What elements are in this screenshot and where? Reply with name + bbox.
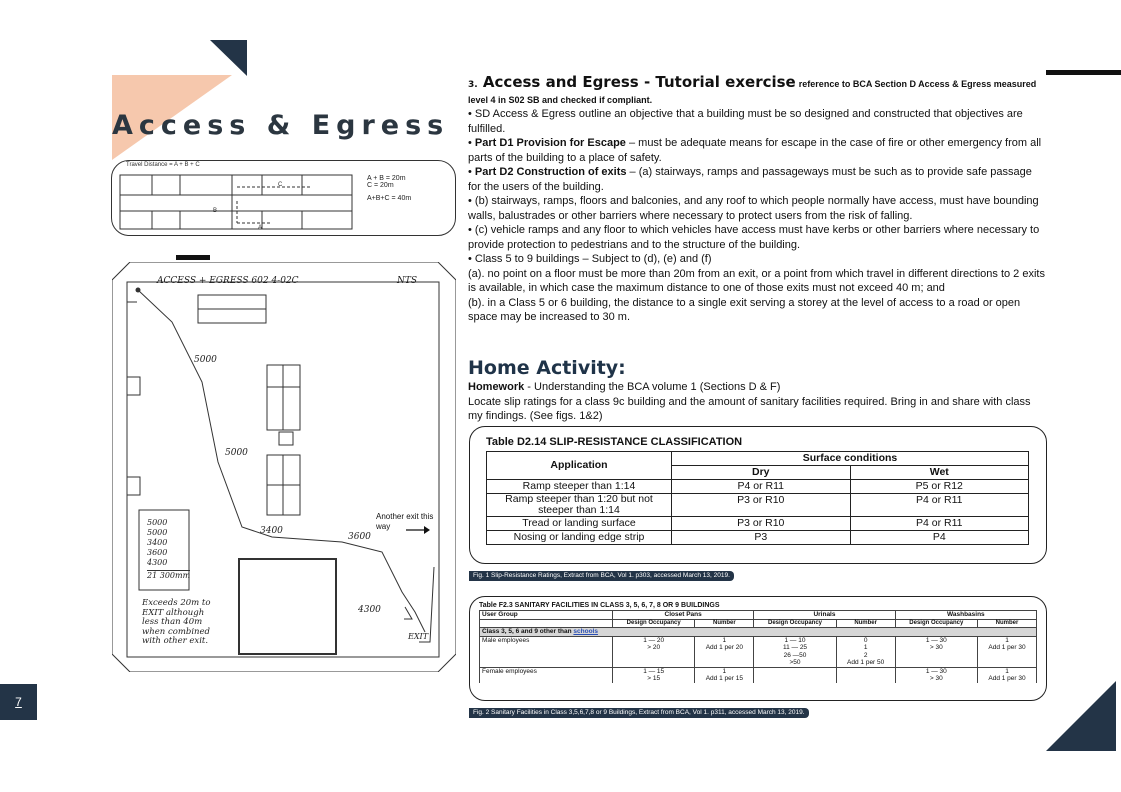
dimension-1: 5000	[194, 355, 217, 365]
d1-bullet: • Part D1 Provision for Escape – must be adequate means for escape in the case of fire or other emergency from all parts of the building to a place of safety.	[468, 137, 1042, 164]
dimension-4: 3600	[348, 532, 371, 542]
c-bullet: • (c) vehicle ramps and any floor to which vehicles have access must have kerbs or other barriers where necessary to provide protection to pedestrians and to the structure of the building.	[468, 224, 1040, 251]
table-row: Ramp steeper than 1:20 but not steeper than 1:14 P3 or R10 P4 or R11	[487, 494, 1029, 517]
sketch-scale: NTS	[397, 276, 418, 286]
table-row: Male employees 1 — 20 > 20 1 Add 1 per 20 1 — 10 11 — 25 26 —50 >50 0 1 2 Add 1 per 50 1 — 30 > 30 1 Add 1 per 30	[480, 636, 1037, 667]
divider-bar	[176, 255, 210, 260]
figure1-caption: Fig. 1 Slip-Resistance Ratings, Extract from BCA, Vol 1. p303, accessed March 13, 2019.	[469, 571, 734, 581]
slip-resistance-table: Application Surface conditions Dry Wet Ramp steeper than 1:14 P4 or R11 P5 or R12 Ramp steeper than 1:20 but not steeper than 1:14 P3 or R10 P4 or R11 Tread or landing surface P3 or R10 P4 or R11 Nosing or landing edge strip P3 P4	[486, 451, 1029, 545]
schools-link[interactable]: schools	[573, 628, 598, 635]
slip-resistance-table-panel	[469, 426, 1047, 564]
tutorial-section	[468, 75, 1046, 325]
page-title: Access & Egress	[112, 110, 450, 141]
divider-bar	[1046, 70, 1121, 75]
label-b: B	[213, 208, 218, 214]
navy-triangle-decoration	[210, 40, 247, 76]
navy-corner-decoration	[1046, 681, 1116, 751]
sum-total: 21 300mm	[147, 571, 191, 580]
class-bullet: • Class 5 to 9 buildings – Subject to (d), (e) and (f)	[468, 253, 712, 265]
dimension-2: 5000	[225, 448, 248, 458]
sanitary-facilities-table: User Group Closet Pans Urinals Washbasins Design Occupancy Number Design Occupancy Number Design Occupancy Number Class 3, 5, 6 and 9 other than schools Male employees 1 — 20 > 20 1 Add 1 per 20 1 — 10 11 — 25 26 —50 >50 0 1 2 Add 1 per 50 1 — 30 > 30 1 Add 1 per 30 Female employees 1 — 15 > 15 1 Add 1 per 15 1 — 30 > 30 1 Add 1 per 30	[479, 610, 1037, 683]
figure2-caption: Fig. 2 Sanitary Facilities in Class 3,5,6,7,8 or 9 Buildings, Extract from BCA, Vol 1. p311, accessed March 13, 2019.	[469, 708, 809, 718]
equation-ab: A + B = 20m	[367, 175, 406, 182]
corridor-plan	[112, 161, 362, 235]
table-row: Female employees 1 — 15 > 15 1 Add 1 per 15 1 — 30 > 30 1 Add 1 per 30	[480, 667, 1037, 683]
travel-distance-diagram	[111, 160, 456, 236]
arrow-right-icon	[406, 526, 430, 534]
table1-title: Table D2.14 SLIP-RESISTANCE CLASSIFICATION	[486, 436, 743, 448]
exit-label: EXIT	[408, 632, 429, 641]
equation-total: A+B+C = 40m	[367, 195, 412, 202]
egress-sketch	[112, 262, 456, 672]
label-a: A	[258, 225, 263, 231]
diagram-header: Travel Distance = A + B + C	[126, 162, 200, 168]
sum-list: 5000 5000 3400 3600 4300 21 300mm	[147, 518, 191, 580]
equation-c: C = 20m	[367, 182, 394, 189]
table-row: Ramp steeper than 1:14 P4 or R11 P5 or R12	[487, 480, 1029, 494]
label-c: C	[278, 182, 283, 188]
section-heading: 3. Access and Egress - Tutorial exercise reference to BCA Section D Access & Egress measured level 4 in S02 SB and checked if compliant.	[468, 73, 1037, 105]
b-paragraph: (b). in a Class 5 or 6 building, the distance to a single exit serving a storey at the level of access to a road or open space may be increased to 30 m.	[468, 296, 1021, 323]
table2-title: Table F2.3 SANITARY FACILITIES IN CLASS 3, 5, 6, 7, 8 OR 9 BUILDINGS	[479, 602, 720, 609]
objective-bullet: • SD Access & Egress outline an objective that a building must be so designed and constructed that objectives are fulfilled.	[468, 108, 1023, 135]
home-activity-heading: Home Activity:	[468, 357, 626, 379]
home-activity-text: Homework - Understanding the BCA volume 1 (Sections D & F) Locate slip ratings for a class 9c building and the amount of sanitary facilities required. Bring in and share with class my findings. (See figs. 1&2)	[468, 381, 1031, 422]
d2-bullet: • Part D2 Construction of exits – (a) stairways, ramps and passageways must be such as to provide safe passage for the users of the building.	[468, 166, 1032, 193]
b-bullet: • (b) stairways, ramps, floors and balconies, and any roof to which people normally have access, must have bounding walls, balustrades or other barriers where necessary to protect users from the risk of falling.	[468, 195, 1039, 222]
sketch-note: Exceeds 20m to EXIT although less than 40m when combined with other exit.	[142, 598, 211, 646]
arrow-note: Another exit this way	[376, 512, 446, 532]
sanitary-facilities-table-panel	[469, 596, 1047, 701]
table-row: Nosing or landing edge strip P3 P4	[487, 531, 1029, 545]
dimension-3: 3400	[260, 526, 283, 536]
table-row: Tread or landing surface P3 or R10 P4 or R11	[487, 517, 1029, 531]
sketch-heading: ACCESS + EGRESS 602 4-02C	[157, 276, 299, 286]
dimension-5: 4300	[358, 605, 381, 615]
a-paragraph: (a). no point on a floor must be more than 20m from an exit, or a point from which travel in different directions to 2 exits is available, in which case the maximum distance to one of those exits must not exceed 40 m; and	[468, 267, 1045, 294]
page-number[interactable]: 7	[0, 684, 37, 720]
